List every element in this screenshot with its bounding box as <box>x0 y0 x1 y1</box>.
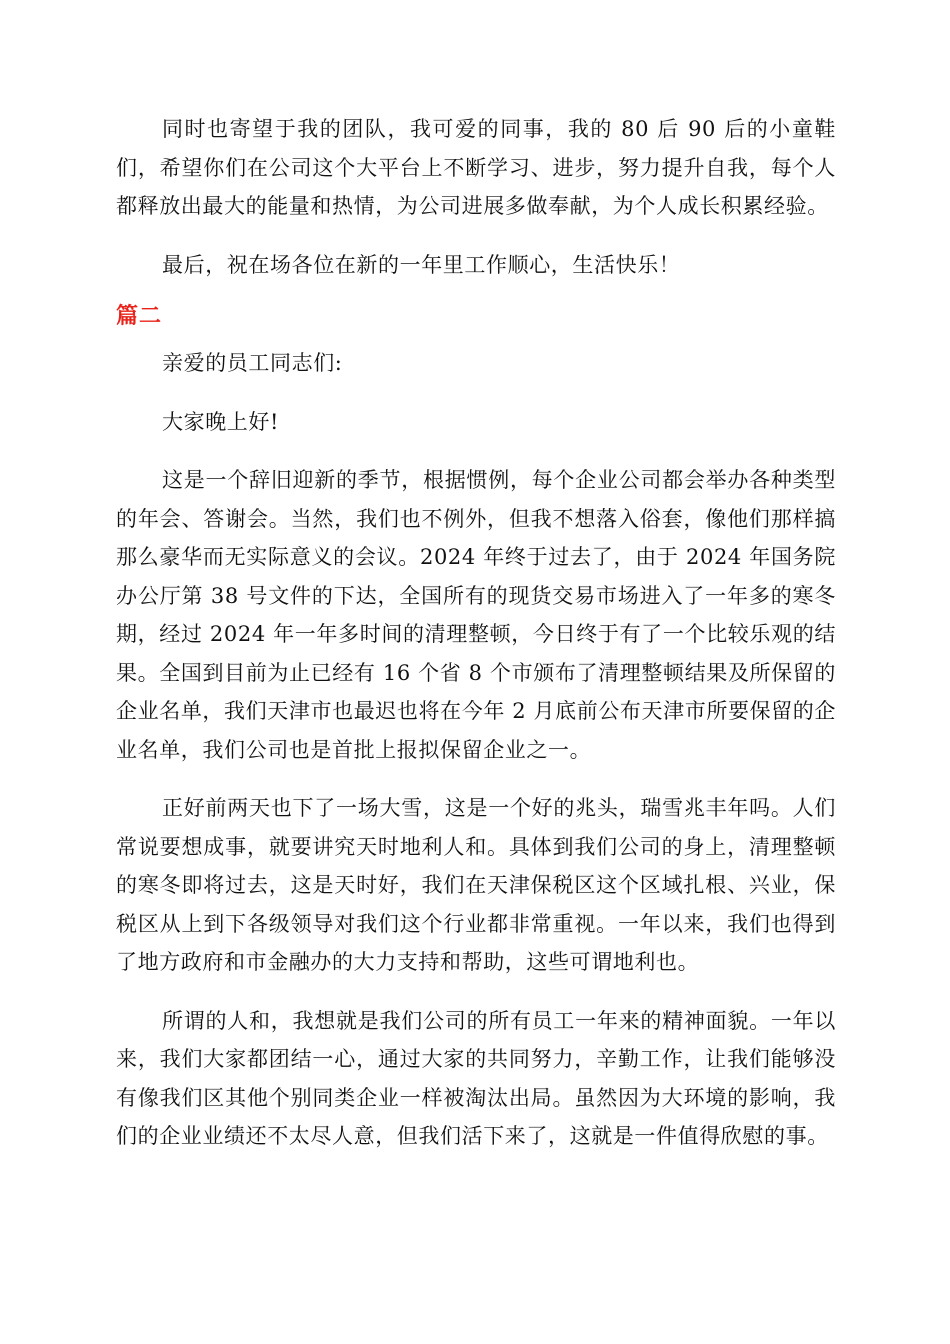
paragraph-team-hopes: 同时也寄望于我的团队，我可爱的同事，我的 80 后 90 后的小童鞋们，希望你们在公司这个大平台上不断学习、进步，努力提升自我，每个人都释放出最大的能量和热情，为公司进展多做奉献，为个人成长积累经验。 <box>116 117 836 218</box>
paragraph-closing-wishes: 最后，祝在场各位在新的一年里工作顺心，生活快乐！ <box>162 252 681 277</box>
section-heading: 篇二 <box>116 304 163 329</box>
paragraph-timing-and-place: 正好前两天也下了一场大雪，这是一个好的兆头，瑞雪兆丰年吗。人们常说要想成事，就要讲究天时地利人和。具体到我们公司的身上，清理整顿的寒冬即将过去，这是天时好，我们在天津保税区这个区域扎根、兴业，保税区从上到下各级领导对我们这个行业都非常重视。一年以来，我们也得到了地方政府和市金融办的大力支持和帮助，这些可谓地利也。 <box>116 796 836 974</box>
paragraph-harmony: 所谓的人和，我想就是我们公司的所有员工一年来的精神面貌。一年以来，我们大家都团结一心，通过大家的共同努力，辛勤工作，让我们能够没有像我们区其他个别同类企业一样被淘汰出局。虽然因为大环境的影响，我们的企业业绩还不太尽人意，但我们活下来了，这就是一件值得欣慰的事。 <box>116 1008 836 1148</box>
document-page <box>116 110 836 1156</box>
paragraph-salutation: 亲爱的员工同志们: <box>162 351 343 375</box>
paragraph-year-review: 这是一个辞旧迎新的季节，根据惯例，每个企业公司都会举办各种类型的年会、答谢会。当然，我们也不例外，但我不想落入俗套，像他们那样搞那么豪华而无实际意义的会议。2024 年终于过去了，由于 2024 年国务院办公厅第 38 号文件的下达，全国所有的现货交易市场进入了一年多的寒冬期，经过 2024 年一年多时间的清理整顿，今日终于有了一个比较乐观的结果。全国到目前为止已经有 16 个省 8 个市颁布了清理整顿结果及所保留的企业名单，我们天津市也最迟也将在今年 2 月底前公布天津市所要保留的企业名单，我们公司也是首批上报拟保留企业之一。 <box>116 468 836 762</box>
paragraph-greeting: 大家晚上好! <box>162 409 280 434</box>
